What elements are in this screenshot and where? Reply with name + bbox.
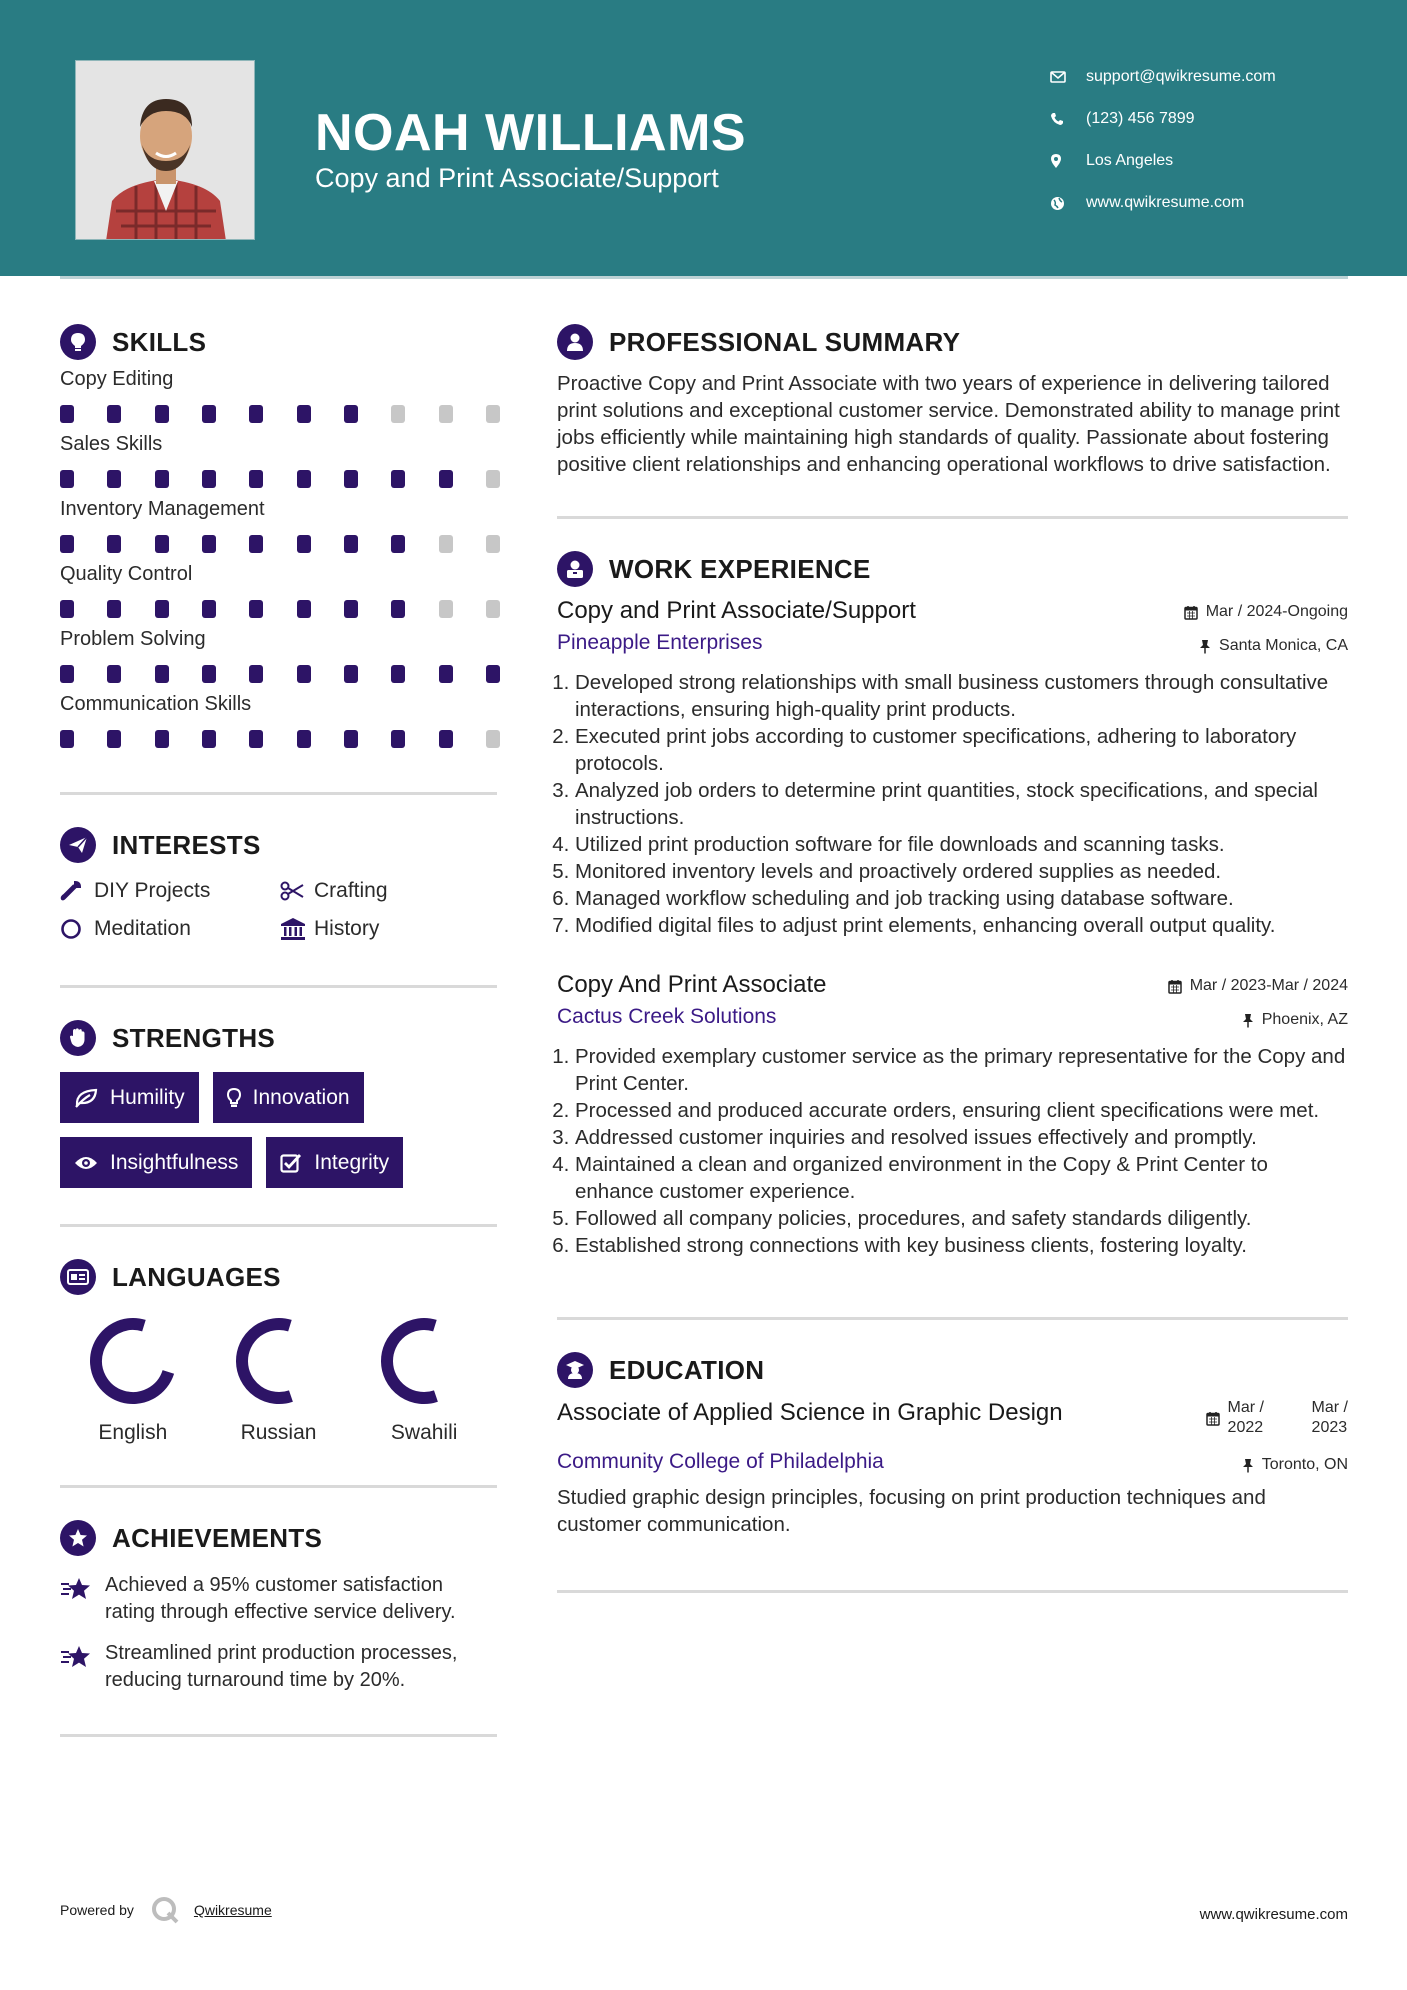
rating-dot-filled [344,730,358,748]
job-location-text: Santa Monica, CA [1219,637,1348,654]
interest-item [280,917,480,941]
rating-dot-filled [391,730,405,748]
school-name: Community College of Philadelphia [557,1450,884,1473]
rating-dot-filled [344,600,358,618]
briefcase-user-icon [557,551,593,587]
language-label: Swahili [390,1421,458,1444]
interests-title: INTERESTS [112,829,261,860]
date-end-line1: Mar / [1311,1399,1348,1416]
rating-dot-filled [297,730,311,748]
language-level-ring [378,1315,470,1407]
rating-dot-filled [202,600,216,618]
section-divider [557,516,1348,519]
education-dates [1206,1398,1348,1438]
language-label: Russian [240,1421,317,1444]
rating-dot-filled [344,665,358,683]
id-card-icon [60,1259,96,1295]
rating-dot-empty [439,535,453,553]
job-location-text: Phoenix, AZ [1261,1011,1348,1028]
contact-email-text: support@qwikresume.com [1086,68,1276,85]
rating-dot-filled [107,470,121,488]
job-bullet: 3. Analyzed job orders to determine print quantities, stock specifications, and special instructions. [575,777,1348,831]
job-title: Copy And Print Associate [557,971,827,998]
rating-dot-filled [155,405,169,423]
languages-title: LANGUAGES [112,1261,281,1292]
date-start-line2: 2022 [1227,1419,1264,1436]
skill-name: Sales Skills [60,433,163,455]
achievements-title: ACHIEVEMENTS [112,1522,323,1553]
rating-dot-filled [344,470,358,488]
candidate-name: NOAH WILLIAMS [315,104,747,162]
language-level-arc [96,1324,168,1398]
achievement-item [60,1572,497,1626]
strength-label: Innovation [252,1085,350,1109]
qwikresume-link[interactable]: Qwikresume [193,1902,272,1918]
strength-label: Integrity [314,1150,390,1174]
rating-dot-filled [297,405,311,423]
rating-dot-filled [297,535,311,553]
education-entry [557,1398,1348,1438]
education-heading [557,1348,1348,1392]
resume-header [0,0,1407,276]
skills-list [60,368,497,748]
calendar-icon [1206,1411,1220,1426]
rating-dot-filled [249,665,263,683]
job-bullet: 5. Monitored inventory levels and proactively ordered supplies as needed. [575,858,1348,885]
rating-dot-filled [60,730,74,748]
job-bullet: 1. Provided exemplary customer service as the primary representative for the Copy and Print Center. [575,1043,1348,1097]
powered-by-text: Powered by [60,1902,134,1918]
interests-list [60,879,497,941]
rating-dot-filled [486,665,500,683]
job-dates [1168,971,1348,995]
languages-list [60,1315,497,1445]
rating-dot-filled [439,665,453,683]
rating-dot-filled [107,665,121,683]
eye-icon [74,1155,98,1171]
rating-dot-filled [344,405,358,423]
calendar-icon [1184,605,1198,620]
job-dates [1184,597,1348,621]
scissors-icon [280,881,314,901]
star-badge-icon [60,1520,96,1556]
job-entry [557,971,1348,1259]
rating-dot-filled [249,535,263,553]
header-divider [60,276,1348,279]
rating-dot-filled [249,470,263,488]
rating-dot-empty [486,405,500,423]
skill-name: Communication Skills [60,693,252,715]
job-bullet: 2. Processed and produced accurate orders, ensuring client specifications were met. [575,1097,1348,1124]
contact-list [1050,56,1276,224]
rating-dot-empty [439,405,453,423]
right-column [557,320,1348,1593]
section-divider [557,1590,1348,1593]
interest-label: Meditation [94,917,191,940]
job-bullet: 2. Executed print jobs according to customer specifications, adhering to laboratory protocols. [575,723,1348,777]
skill-rating [60,665,500,683]
footer-powered-by [60,1895,272,1925]
section-divider [60,1734,497,1737]
pushpin-icon [1242,1013,1254,1028]
contact-phone-text: (123) 456 7899 [1086,110,1195,127]
rating-dot-filled [249,600,263,618]
rating-dot-empty [486,600,500,618]
skill-name: Quality Control [60,563,193,585]
contact-phone[interactable] [1050,98,1276,140]
rating-dot-empty [439,600,453,618]
strength-label: Humility [110,1085,185,1109]
graduate-icon [557,1352,593,1388]
profile-photo [75,60,255,240]
bank-icon [280,917,314,941]
rating-dot-empty [391,405,405,423]
job-bullet: 3. Addressed customer inquiries and resolved issues effectively and promptly. [575,1124,1348,1151]
language-level-ring [233,1315,325,1407]
job-bullet: 4. Utilized print production software for file downloads and scanning tasks. [575,831,1348,858]
job-bullet: 7. Modified digital files to adjust print elements, enhancing overall output quality. [575,912,1348,939]
education-location-text: Toronto, ON [1261,1456,1348,1473]
interests-heading [60,823,497,867]
date-end-line2: 2023 [1311,1419,1348,1436]
interest-item [60,917,280,941]
achievement-text: Achieved a 95% customer satisfaction rating through effective service delivery. [105,1574,456,1623]
rating-dot-filled [107,600,121,618]
interest-item [60,879,280,903]
contact-location-text: Los Angeles [1086,152,1174,169]
interest-item [280,879,480,903]
skill-item [60,563,497,618]
language-item [206,1315,352,1445]
skill-item [60,693,497,748]
job-bullets [557,669,1348,939]
candidate-title: Copy and Print Associate/Support [315,163,719,193]
summary-title: PROFESSIONAL SUMMARY [609,326,961,357]
skill-item [60,368,497,423]
job-bullet: 1. Developed strong relationships with small business customers through consultative interactions, ensuring high-quality print products. [575,669,1348,723]
rating-dot-filled [249,730,263,748]
rating-dot-filled [107,535,121,553]
interest-label: History [314,917,380,940]
section-divider [60,985,497,988]
job-location [1199,631,1348,655]
job-title: Copy and Print Associate/Support [557,597,916,624]
rating-dot-filled [60,665,74,683]
lightbulb-icon [227,1088,241,1108]
achievement-item [60,1640,497,1694]
language-label: English [98,1421,168,1444]
paper-plane-icon [60,827,96,863]
skill-name: Inventory Management [60,498,265,520]
contact-email[interactable] [1050,56,1276,98]
map-pin-icon [1050,153,1086,169]
rating-dot-filled [202,665,216,683]
skill-name: Copy Editing [60,368,174,390]
company-name: Pineapple Enterprises [557,631,763,654]
section-divider [557,1317,1348,1320]
job-bullet: 4. Maintained a clean and organized environment in the Copy & Print Center to enhance customer experience. [575,1151,1348,1205]
rating-dot-filled [107,405,121,423]
strengths-title: STRENGTHS [112,1022,276,1053]
contact-location [1050,140,1276,182]
section-divider [60,1485,497,1488]
rating-dot-filled [202,470,216,488]
section-divider [60,792,497,795]
rating-dot-filled [202,405,216,423]
strengths-list [60,1072,497,1188]
rating-dot-filled [297,600,311,618]
rating-dot-filled [202,730,216,748]
strength-tag [60,1072,199,1123]
job-location [1242,1005,1348,1029]
rating-dot-filled [155,730,169,748]
globe-icon [1050,196,1086,211]
skill-item [60,498,497,553]
star-icon [60,1572,105,1626]
strength-tag [60,1137,252,1188]
rating-dot-empty [486,730,500,748]
skill-rating [60,535,500,553]
strength-label: Insightfulness [110,1150,239,1174]
rating-dot-filled [297,470,311,488]
rating-dot-filled [155,535,169,553]
calendar-icon [1168,979,1182,994]
skill-rating [60,730,500,748]
skill-rating [60,470,500,488]
job-entry [557,597,1348,939]
circle-icon [60,918,94,940]
languages-heading [60,1255,497,1299]
education-title: EDUCATION [609,1354,765,1385]
rating-dot-filled [439,730,453,748]
rating-dot-filled [297,665,311,683]
skills-title: SKILLS [112,326,207,357]
rating-dot-filled [391,535,405,553]
section-divider [60,1224,497,1227]
job-dates-text: Mar / 2023-Mar / 2024 [1189,977,1348,994]
experience-title: WORK EXPERIENCE [609,553,871,584]
footer-url[interactable]: www.qwikresume.com [1199,1906,1348,1923]
rating-dot-filled [107,730,121,748]
rating-dot-filled [155,665,169,683]
interest-label: Crafting [314,879,388,902]
rating-dot-filled [155,470,169,488]
rating-dot-filled [202,535,216,553]
skill-rating [60,600,500,618]
rating-dot-filled [60,405,74,423]
skill-item [60,433,497,488]
language-item [351,1315,497,1445]
language-level-ring [87,1315,179,1407]
rating-dot-filled [249,405,263,423]
skill-item [60,628,497,683]
hand-icon [60,1020,96,1056]
education-location [1242,1450,1348,1474]
strengths-heading [60,1016,497,1060]
rating-dot-empty [486,535,500,553]
qwikresume-logo-icon [150,1895,180,1925]
lightbulb-icon [60,324,96,360]
summary-text: Proactive Copy and Print Associate with two years of experience in delivering tailored print solutions and exceptional customer service. Demonstrated ability to manage print jobs efficiently while maintaining high standards of quality. Passionate about fostering positive client relationships and enhancing operational workflows to drive satisfaction. [557,372,1340,476]
job-dates-text: Mar / 2024-Ongoing [1205,603,1348,620]
envelope-icon [1050,71,1086,83]
date-start-line1: Mar / [1227,1399,1264,1416]
summary-heading [557,320,1348,364]
job-bullet: 6. Managed workflow scheduling and job tracking using database software. [575,885,1348,912]
rating-dot-filled [60,600,74,618]
language-item [60,1315,206,1445]
rating-dot-filled [391,470,405,488]
company-name: Cactus Creek Solutions [557,1005,777,1028]
job-bullet: 5. Followed all company policies, procedures, and safety standards diligently. [575,1205,1348,1232]
job-bullet: 6. Established strong connections with key business clients, fostering loyalty. [575,1232,1348,1259]
education-description: Studied graphic design principles, focusing on print production techniques and customer communication. [557,1486,1266,1536]
language-level-arc [242,1324,291,1398]
rating-dot-filled [60,470,74,488]
rating-dot-empty [486,470,500,488]
strength-tag [266,1137,403,1188]
skill-rating [60,405,500,423]
language-level-arc [387,1324,436,1398]
job-bullets [557,1043,1348,1259]
leaf-icon [74,1088,98,1108]
rating-dot-filled [155,600,169,618]
rating-dot-filled [344,535,358,553]
check-square-icon [280,1153,302,1173]
skills-heading [60,320,497,364]
degree-title: Associate of Applied Science in Graphic Design [557,1399,1063,1426]
interest-label: DIY Projects [94,879,211,902]
user-icon [557,324,593,360]
left-column [60,320,497,1737]
rating-dot-filled [391,665,405,683]
pushpin-icon [1199,639,1211,654]
wrench-icon [60,880,94,902]
skill-name: Problem Solving [60,628,206,650]
star-icon [60,1640,105,1694]
contact-website[interactable] [1050,182,1276,224]
achievements-heading [60,1516,497,1560]
pushpin-icon [1242,1458,1254,1473]
strength-tag [213,1072,364,1123]
rating-dot-filled [439,470,453,488]
experience-heading [557,547,1348,591]
rating-dot-filled [391,600,405,618]
contact-website-text: www.qwikresume.com [1086,194,1245,211]
rating-dot-filled [60,535,74,553]
achievement-text: Streamlined print production processes, reducing turnaround time by 20%. [105,1642,458,1691]
phone-icon [1050,112,1086,126]
